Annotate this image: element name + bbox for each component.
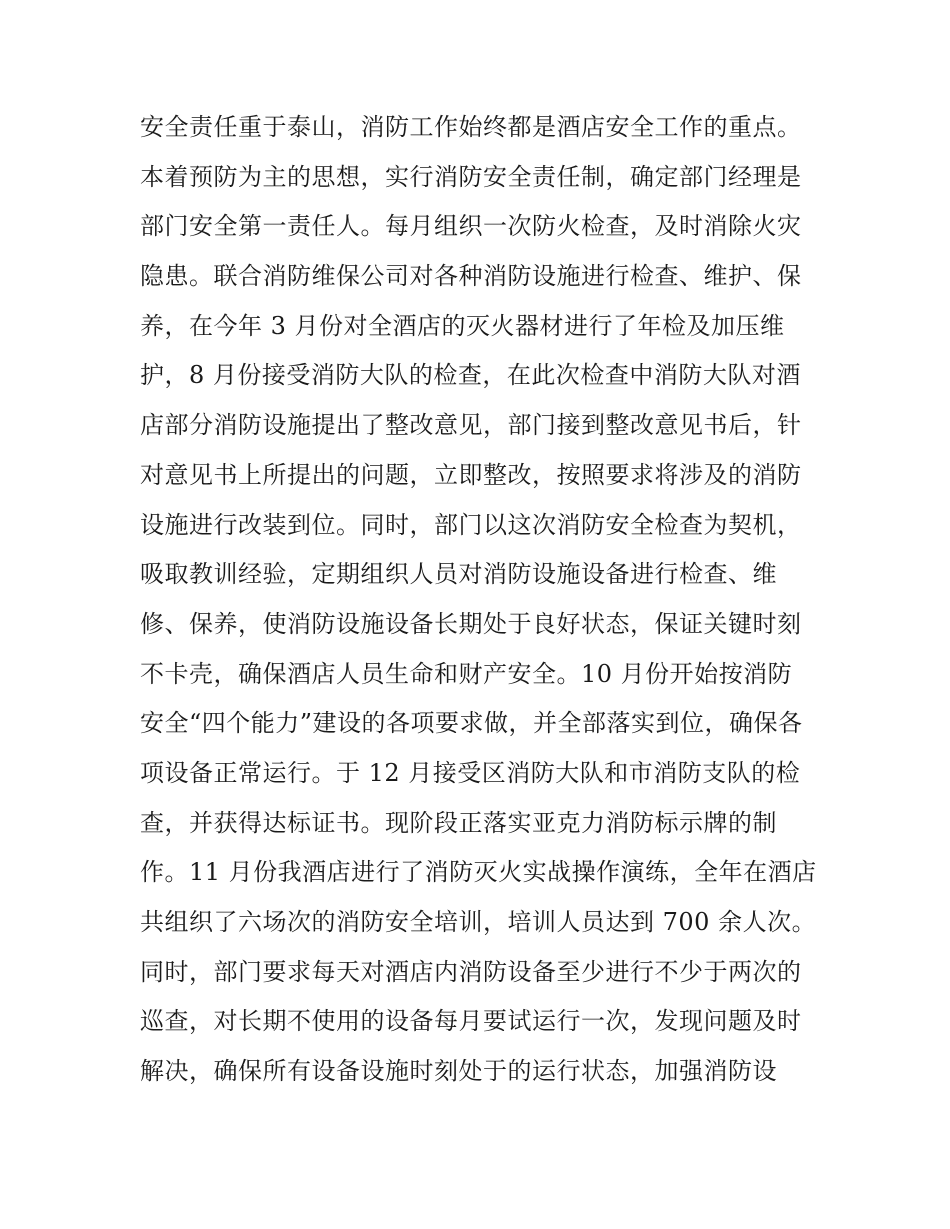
text-line: 修、保养，使消防设施设备长期处于良好状态，保证关键时刻 — [140, 609, 802, 638]
text-line: 对意见书上所提出的问题，立即整改，按照要求将涉及的消防 — [140, 460, 802, 489]
text-line: 设施进行改装到位。同时，部门以这次消防安全检查为契机， — [140, 510, 802, 539]
text-line: 店部分消防设施提出了整改意见，部门接到整改意见书后，针 — [140, 411, 802, 440]
text-line: 查，并获得达标证书。现阶段正落实亚克力消防标示牌的制 — [140, 808, 777, 837]
text-line: 安全责任重于泰山，消防工作始终都是酒店安全工作的重点。 — [140, 113, 802, 141]
text-line: 部门安全第一责任人。每月组织一次防火检查，及时消除火灾 — [140, 212, 802, 241]
text-line: 本着预防为主的思想，实行消防安全责任制，确定部门经理是 — [140, 162, 802, 191]
text-line: 护，8 月份接受消防大队的检查，在此次检查中消防大队对酒 — [140, 361, 801, 390]
text-line: 吸取教训经验，定期组织人员对消防设施设备进行检查、维 — [140, 560, 777, 589]
text-line: 隐患。联合消防维保公司对各种消防设施进行检查、维护、保 — [140, 262, 802, 291]
body-paragraph — [140, 103, 820, 1097]
text-line: 养，在今年 3 月份对全酒店的灭火器材进行了年检及加压维 — [140, 311, 785, 340]
text-line: 解决，确保所有设备设施时刻处于的运行状态，加强消防设 — [140, 1057, 777, 1086]
text-line: 同时，部门要求每天对酒店内消防设备至少进行不少于两次的 — [140, 957, 802, 986]
text-line: 不卡壳，确保酒店人员生命和财产安全。10 月份开始按消防 — [140, 659, 793, 688]
text-line: 安全“四个能力”建设的各项要求做，并全部落实到位，确保各 — [140, 709, 803, 738]
text-line: 作。11 月份我酒店进行了消防灭火实战操作演练，全年在酒店 — [140, 858, 817, 887]
text-line: 共组织了六场次的消防安全培训，培训人员达到 700 余人次。 — [140, 908, 817, 936]
text-line: 巡查，对长期不使用的设备每月要试运行一次，发现问题及时 — [140, 1007, 802, 1036]
text-line: 项设备正常运行。于 12 月接受区消防大队和市消防支队的检 — [140, 758, 801, 787]
